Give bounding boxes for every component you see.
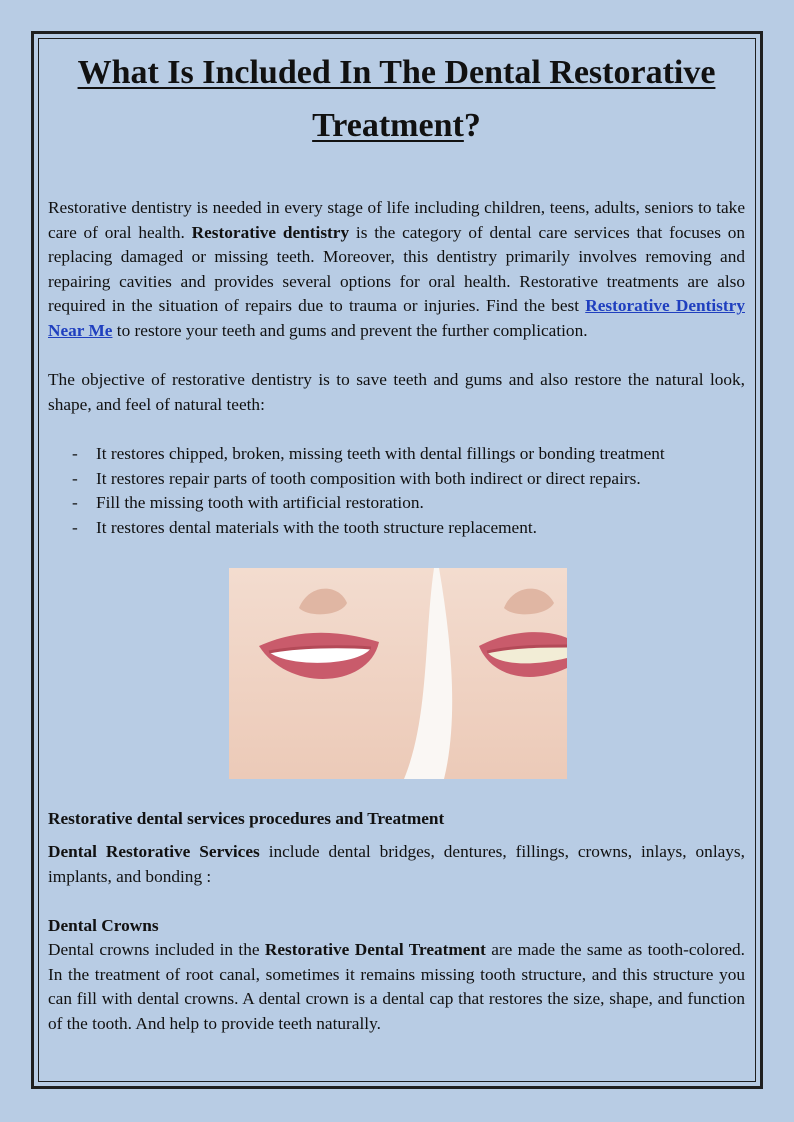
smile-comparison-image <box>229 568 567 779</box>
document-body <box>48 46 745 1037</box>
services-paragraph: Dental Restorative Services include dental bridges, dentures, fillings, crowns, inlays, onlays, implants, and bonding : <box>48 841 745 886</box>
crowns-paragraph: Dental crowns included in the Restorative Dental Treatment are made the same as tooth-colored. In the treatment of root canal, sometimes it remains missing tooth structure, and this structure you can fill with dental crowns. A dental crown is a dental cap that restores the size, shape, and function of the tooth. And help to provide teeth naturally. <box>48 940 745 1034</box>
objective-paragraph: The objective of restorative dentistry is to save teeth and gums and also restore the natural look, shape, and feel of natural teeth: <box>48 370 745 414</box>
list-item: - It restores dental materials with the tooth structure replacement. <box>72 517 537 537</box>
list-item: - It restores chipped, broken, missing teeth with dental fillings or bonding treatment <box>72 443 665 463</box>
intro-paragraph: Restorative dentistry is needed in every stage of life including children, teens, adults, seniors to take care of oral health. Restorative dentistry is the category of dental care services that focuses on replacing damaged or missing teeth. Moreover, this dentistry primarily involves removing and repairing cavities and provides several options for oral health. Restorative treatments are also required in the situation of repairs due to trauma or injuries. Find the best Restorative Dentistry Near Me to restore your teeth and gums and prevent the further complication. <box>48 198 745 340</box>
list-item: - It restores repair parts of tooth composition with both indirect or direct repairs. <box>72 468 641 488</box>
objective-list <box>48 442 745 540</box>
page-title: What Is Included In The Dental Restorative Treatment? <box>77 54 716 144</box>
list-item: - Fill the missing tooth with artificial restoration. <box>72 493 424 513</box>
section-heading: Restorative dental services procedures and Treatment <box>48 809 445 829</box>
restorative-dentistry-link[interactable]: Restorative Dentistry Near Me <box>48 296 745 340</box>
crowns-heading: Dental Crowns <box>48 915 159 935</box>
